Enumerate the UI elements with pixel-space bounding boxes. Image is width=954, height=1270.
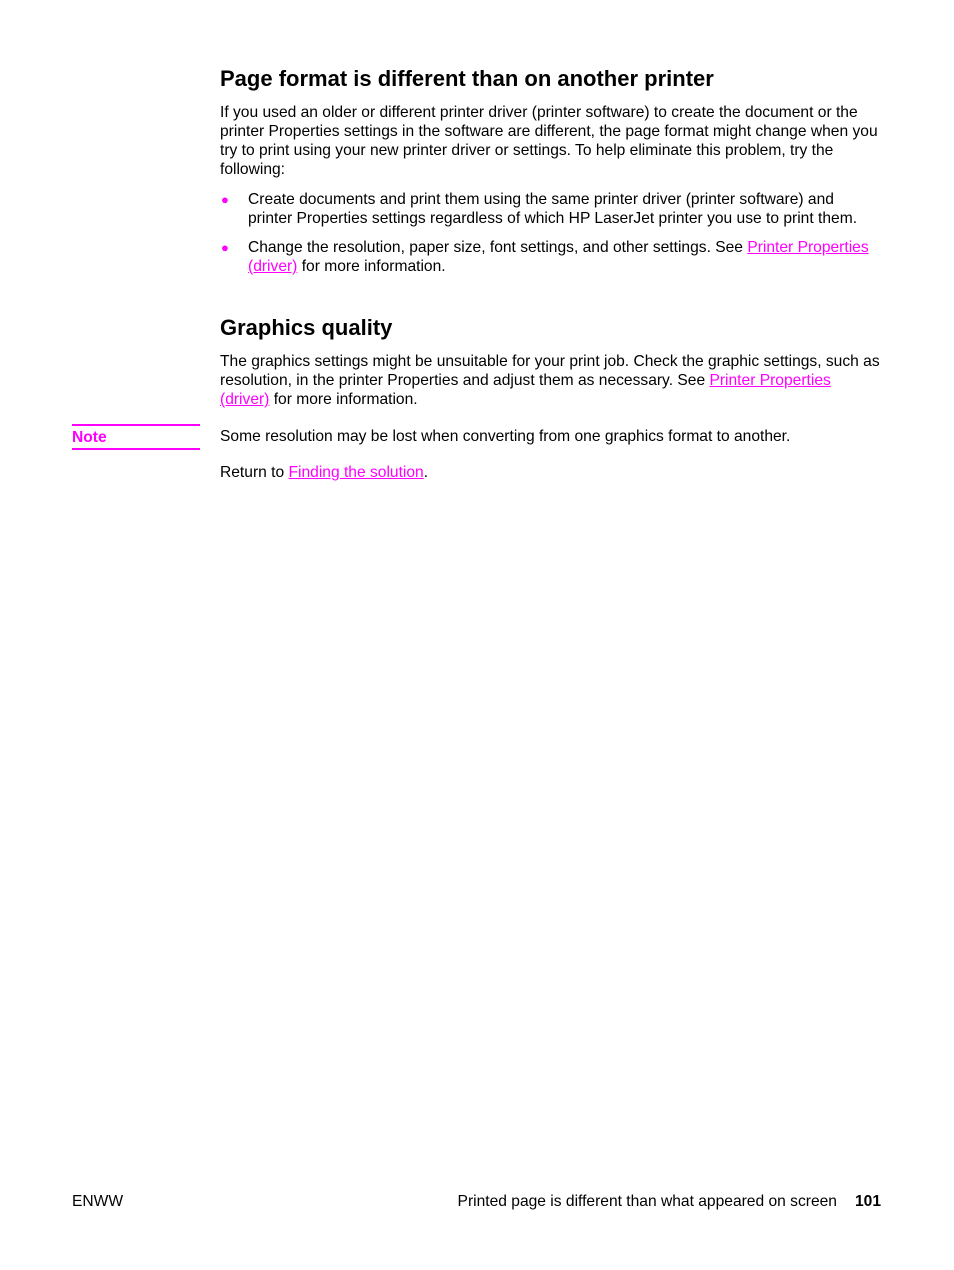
return-text-after: .: [423, 464, 429, 481]
bullet-text: Create documents and print them using the same printer driver (printer software) and printer Properties settings regardless of which HP LaserJet printer you use to print them.: [248, 191, 858, 227]
footer-right: [458, 1192, 881, 1211]
graphics-text-before: The graphics settings might be unsuitable for your print job. Check the graphic settings, such as resolution, in the printer Properties and adjust them as necessary. See: [220, 353, 880, 389]
list-item: [220, 238, 882, 276]
return-text-before: Return to: [220, 464, 289, 481]
note-text: Some resolution may be lost when converting from one graphics format to another.: [220, 428, 791, 445]
graphics-text-after: for more information.: [269, 391, 418, 408]
bullet-dot-icon: ●: [221, 240, 229, 255]
finding-the-solution-link[interactable]: Finding the solution: [288, 464, 424, 481]
section-heading-page-format: Page format is different than on another printer: [220, 66, 714, 91]
graphics-paragraph: [220, 352, 882, 409]
intro-paragraph: If you used an older or different printer driver (printer software) to create the document or the printer Properties settings in the software are different, the page format might change when you try to print using your new printer driver or settings. To help eliminate this problem, try the following:: [220, 104, 878, 178]
note-body: [220, 427, 882, 446]
page-number: 101: [854, 1193, 881, 1210]
note-label: Note: [72, 424, 200, 450]
bullet-dot-icon: ●: [221, 192, 229, 207]
return-paragraph: [220, 463, 882, 482]
return-line: [220, 463, 882, 482]
printer-properties-link[interactable]: Printer Properties (driver): [248, 239, 869, 275]
bullet-text-before: Change the resolution, paper size, font settings, and other settings. See: [248, 239, 748, 256]
footer-title: Printed page is different than what appeared on screen: [457, 1193, 837, 1210]
section-heading-graphics-quality: Graphics quality: [220, 315, 393, 340]
bullet-list: [220, 190, 882, 276]
printer-properties-link[interactable]: Printer Properties (driver): [220, 372, 831, 408]
graphics-body: [220, 352, 882, 409]
footer-left: ENWW: [72, 1193, 124, 1210]
section-intro: [220, 103, 882, 179]
list-item: [220, 190, 882, 228]
bullet-text-after: for more information.: [297, 258, 446, 275]
